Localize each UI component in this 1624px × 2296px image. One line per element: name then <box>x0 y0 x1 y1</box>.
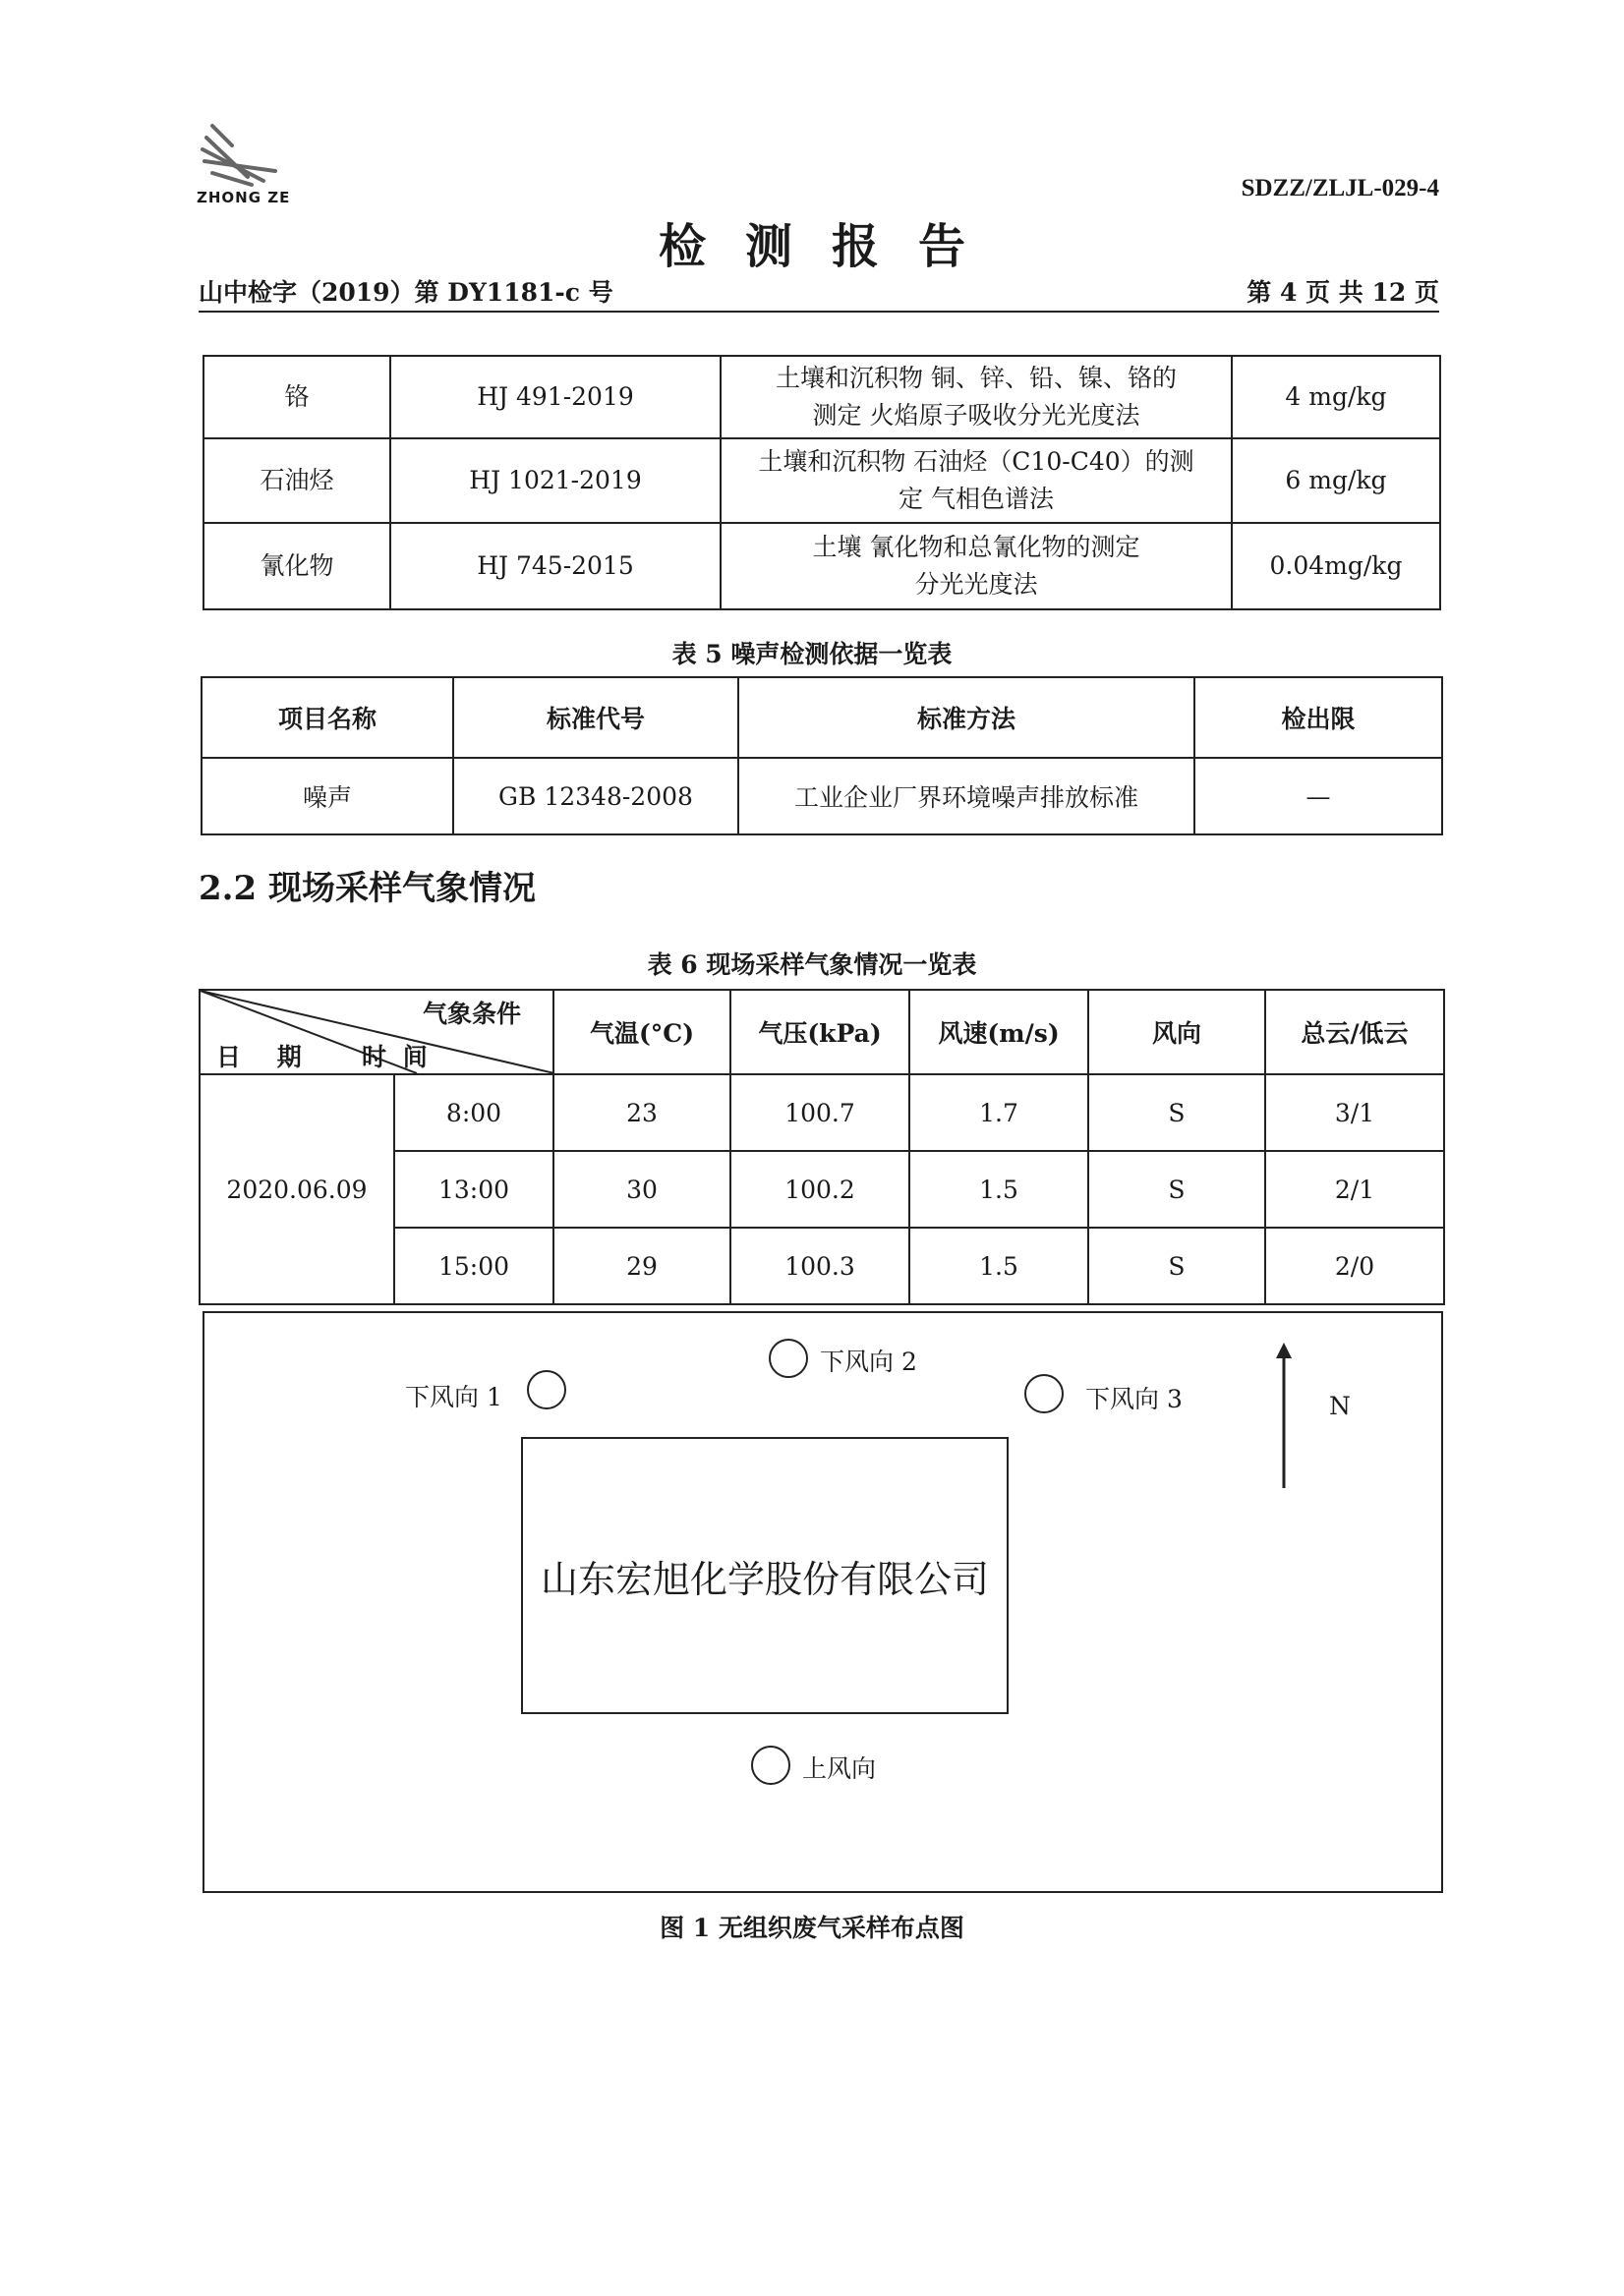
north-label: N <box>1329 1392 1351 1420</box>
table6-caption: 表 6 现场采样气象情况一览表 <box>647 950 977 979</box>
column-header: 气压(kPa) <box>730 990 909 1074</box>
item-cell: 铬 <box>203 356 390 438</box>
method-line: 土壤和沉积物 石油烃（C10-C40）的测 <box>758 447 1194 476</box>
limit-cell: 4 mg/kg <box>1232 356 1440 438</box>
cloud-cell: 2/0 <box>1265 1228 1444 1304</box>
column-header: 标准代号 <box>453 677 738 758</box>
time-cell: 15:00 <box>394 1228 553 1304</box>
column-header: 风向 <box>1088 990 1265 1074</box>
table5-caption: 表 5 噪声检测依据一览表 <box>671 640 953 668</box>
column-header: 总云/低云 <box>1265 990 1444 1074</box>
column-header: 风速(m/s) <box>909 990 1088 1074</box>
logo-text: ZHONG ZE <box>197 189 291 206</box>
item-cell: 噪声 <box>202 758 453 834</box>
corner-label-date: 日 期 <box>216 1043 316 1071</box>
code-cell: HJ 745-2015 <box>390 523 721 609</box>
wind-direction-cell: S <box>1088 1151 1265 1228</box>
table-row <box>203 438 1440 523</box>
table-header-row <box>200 990 1444 1074</box>
corner-label-time: 时 间 <box>362 1043 432 1071</box>
sampling-layout-figure <box>203 1311 1443 1893</box>
cloud-cell: 3/1 <box>1265 1074 1444 1151</box>
north-arrow-icon <box>1272 1343 1296 1490</box>
pressure-cell: 100.7 <box>730 1074 909 1151</box>
corner-label-condition: 气象条件 <box>423 1000 522 1028</box>
code-cell: HJ 491-2019 <box>390 356 721 438</box>
downwind-3-point-icon <box>1024 1374 1064 1413</box>
date-cell: 2020.06.09 <box>200 1074 394 1304</box>
temperature-cell: 23 <box>553 1074 730 1151</box>
table-row <box>202 758 1442 834</box>
column-header: 项目名称 <box>202 677 453 758</box>
temperature-cell: 29 <box>553 1228 730 1304</box>
time-cell: 8:00 <box>394 1074 553 1151</box>
item-cell: 氰化物 <box>203 523 390 609</box>
column-header: 标准方法 <box>738 677 1194 758</box>
noise-table <box>201 676 1443 835</box>
code-cell: HJ 1021-2019 <box>390 438 721 523</box>
company-name: 山东宏旭化学股份有限公司 <box>540 1557 989 1601</box>
code-cell: GB 12348-2008 <box>453 758 738 834</box>
method-cell <box>721 356 1232 438</box>
method-cell: 工业企业厂界环境噪声排放标准 <box>738 758 1194 834</box>
downwind-1-label: 下风向 1 <box>405 1383 502 1411</box>
wind-speed-cell: 1.5 <box>909 1228 1088 1304</box>
section-heading: 2.2 现场采样气象情况 <box>199 869 536 908</box>
wind-speed-cell: 1.5 <box>909 1151 1088 1228</box>
method-line: 土壤 氰化物和总氰化物的测定 <box>812 533 1140 561</box>
method-cell <box>721 523 1232 609</box>
column-header: 检出限 <box>1194 677 1442 758</box>
upwind-point-icon <box>751 1746 790 1785</box>
method-line: 分光光度法 <box>914 570 1038 599</box>
temperature-cell: 30 <box>553 1151 730 1228</box>
company-boundary <box>521 1437 1009 1714</box>
upwind-label: 上风向 <box>802 1754 877 1783</box>
weather-table <box>199 989 1445 1305</box>
table-row <box>203 523 1440 609</box>
cloud-cell: 2/1 <box>1265 1151 1444 1228</box>
wind-direction-cell: S <box>1088 1074 1265 1151</box>
time-cell: 13:00 <box>394 1151 553 1228</box>
downwind-2-label: 下风向 2 <box>820 1348 917 1376</box>
wind-speed-cell: 1.7 <box>909 1074 1088 1151</box>
method-line: 定 气相色谱法 <box>899 485 1054 513</box>
document-code: SDZZ/ZLJL-029-4 <box>1241 175 1439 201</box>
table-header-row <box>202 677 1442 758</box>
corner-header-cell <box>200 990 553 1074</box>
method-cell <box>721 438 1232 523</box>
pressure-cell: 100.2 <box>730 1151 909 1228</box>
limit-cell: 6 mg/kg <box>1232 438 1440 523</box>
wind-direction-cell: S <box>1088 1228 1265 1304</box>
downwind-1-point-icon <box>527 1370 566 1409</box>
methods-table <box>203 355 1441 610</box>
report-number: 山中检字（2019）第 DY1181-c 号 <box>199 278 613 307</box>
method-line: 测定 火焰原子吸收分光光度法 <box>812 401 1140 430</box>
table-row <box>200 1074 1444 1151</box>
pressure-cell: 100.3 <box>730 1228 909 1304</box>
downwind-2-point-icon <box>769 1339 808 1378</box>
column-header: 气温(°C) <box>553 990 730 1074</box>
figure-caption: 图 1 无组织废气采样布点图 <box>660 1914 964 1942</box>
report-title: 检测报告 <box>658 219 1005 274</box>
limit-cell: — <box>1194 758 1442 834</box>
limit-cell: 0.04mg/kg <box>1232 523 1440 609</box>
downwind-3-label: 下风向 3 <box>1085 1385 1183 1413</box>
table-row <box>203 356 1440 438</box>
method-line: 土壤和沉积物 铜、锌、铅、镍、铬的 <box>776 364 1177 392</box>
item-cell: 石油烃 <box>203 438 390 523</box>
header-divider <box>199 311 1439 313</box>
page-info: 第 4 页 共 12 页 <box>1247 278 1439 307</box>
